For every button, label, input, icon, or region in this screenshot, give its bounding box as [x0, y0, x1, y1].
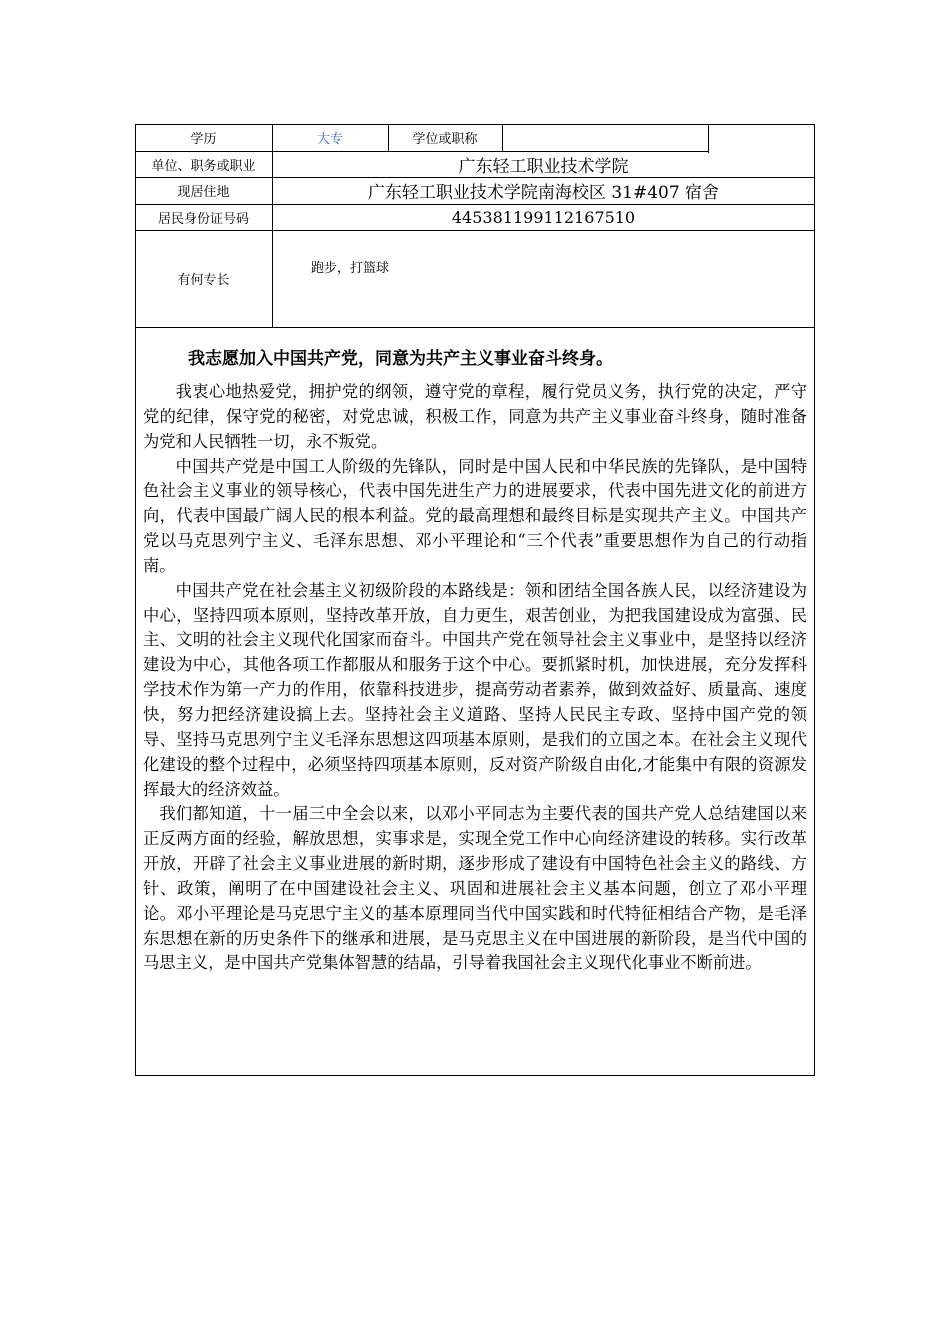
work-unit-value[interactable]: 广东轻工职业技术学院 — [458, 156, 629, 177]
paragraph-3: 中国共产党在社会基主义初级阶段的本路线是：领和团结全国各族人民，以经济建设为中心，坚持四项本原则，坚持改革开放，自力更生，艰苦创业，为把我国建设成为富强、民主、文明的社会主义现代化国家而奋斗。中国共产党在领导社会主义事业中，是坚持以经济建设为中心，其他各项工作都服从和服务于这个中心。要抓紧时机，加快进展，充分发挥科学技术作为第一产力的作用，依靠科技进步，提高劳动者素养，做到效益好、质量高、速度快，努力把经济建设搞上去。坚持社会主义道路、坚持人民民主专政、坚持中国产党的领导、坚持马克思列宁主义毛泽东思想这四项基本原则，是我们的立国之本。在社会主义现代化建设的整个过程中，必须坚持四项基本原则，反对资产阶级自由化,才能集中有限的资源发挥最大的经济效益。 — [143, 580, 807, 799]
skills-value[interactable]: 跑步，打篮球 — [311, 261, 390, 276]
application-body — [135, 380, 815, 976]
skills-label: 有何专长 — [177, 273, 230, 288]
residence-value[interactable]: 广东轻工职业技术学院南海校区 31#407 宿舍 — [367, 183, 720, 203]
work-unit-label: 单位、职务或职业 — [151, 158, 256, 174]
pledge-statement: 我志愿加入中国共产党，同意为共产主义事业奋斗终身。 — [188, 349, 613, 369]
education-label: 学历 — [190, 132, 217, 147]
row-divider — [135, 327, 815, 328]
paragraph-4: 我们都知道，十一届三中全会以来，以邓小平同志为主要代表的国共产党人总结建国以来正反两方面的经验，解放思想，实事求是，实现全党工作中心向经济建设的转移。实行改革开放，开辟了社会主义事业进展的新时期，逐步形成了建设有中国特色社会主义的路线、方针、政策，阐明了在中国建设社会主义、巩固和进展社会主义基本问题，创立了邓小平理论。邓小平理论是马克思宁主义的基本原理同当代中国实践和时代特征相结合产物，是毛泽东思想在新的历史条件下的继承和进展，是马克思主义在中国进展的新阶段，是当代中国的马思主义，是中国共产党集体智慧的结晶，引导着我国社会主义现代化事业不断前进。 — [143, 804, 807, 973]
paragraph-1: 我衷心地热爱党，拥护党的纲领，遵守党的章程，履行党员义务，执行党的决定，严守党的纪律，保守党的秘密，对党忠诚，积极工作，同意为共产主义事业奋斗终身，随时准备为党和人民牺牲一切，永不叛党。 — [143, 382, 807, 451]
id-number-value[interactable]: 445381199112167510 — [451, 207, 636, 227]
column-divider — [708, 124, 709, 153]
degree-value[interactable] — [502, 124, 708, 151]
residence-label: 现居住地 — [177, 185, 230, 200]
id-number-label: 居民身份证号码 — [157, 211, 249, 227]
education-value[interactable]: 大专 — [316, 132, 343, 147]
paragraph-2: 中国共产党是中国工人阶级的先锋队，同时是中国人民和中华民族的先锋队，是中国特色社会主义事业的领导核心，代表中国先进生产力的进展要求，代表中国先进文化的前进方向，代表中国最广阔人民的根本利益。党的最高理想和最终目标是实现共产主义。中国共产党以马克思列宁主义、毛泽东思想、邓小平理论和“三个代表”重要思想作为自己的行动指南。 — [143, 456, 807, 575]
degree-label: 学位或职称 — [412, 132, 478, 147]
